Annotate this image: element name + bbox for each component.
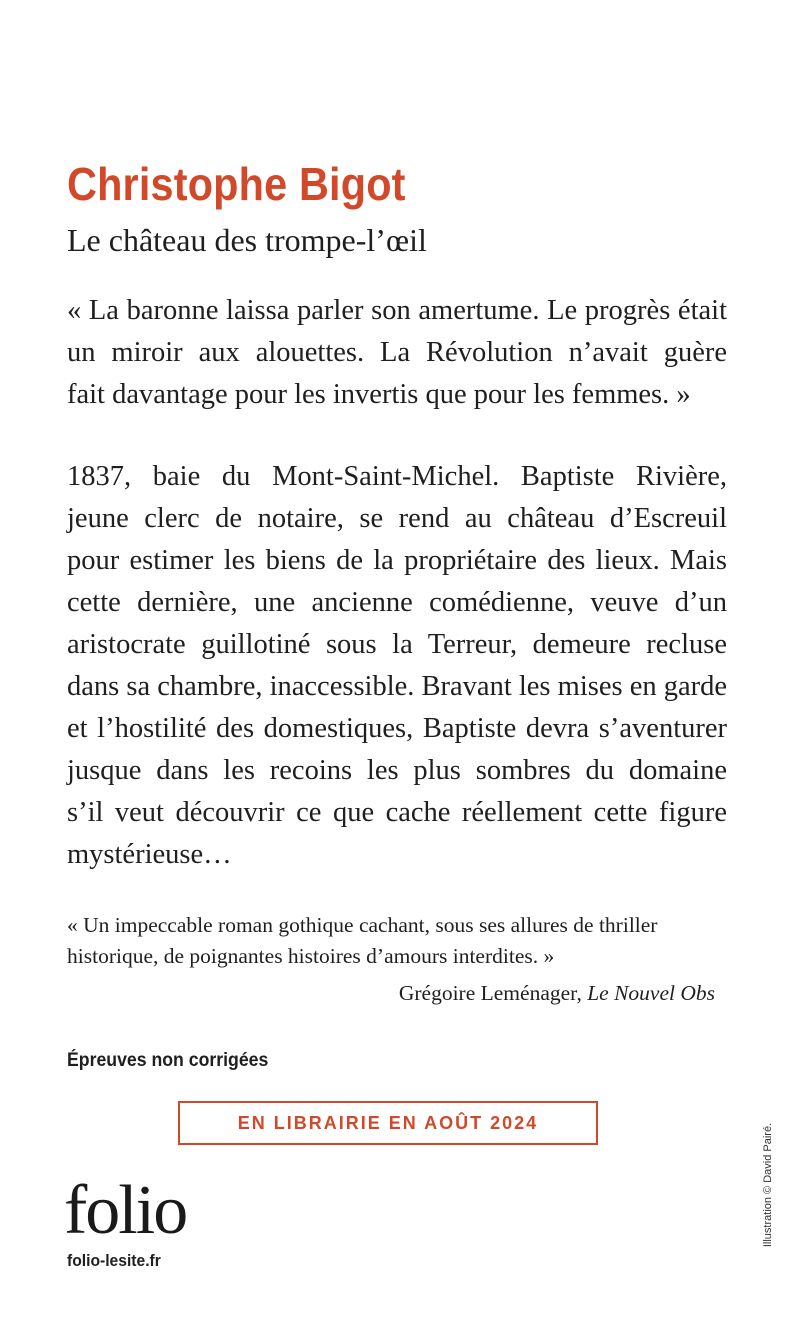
review-line: historique, de poignantes histoires d’amours interdites. » (67, 944, 555, 968)
summary-line: cette dernière, une ancienne comédienne, veuve d’un (67, 587, 727, 618)
proof-notice: Épreuves non corrigées (67, 1050, 269, 1071)
publication-name: Le Nouvel Obs (587, 981, 715, 1005)
opening-quote-line: « La baronne laissa parler son amertume. Le progrès était (67, 295, 727, 326)
book-title: Le château des trompe-l’œil (67, 222, 427, 258)
critic-name: Grégoire Leménager, (398, 981, 588, 1005)
opening-quote (67, 290, 727, 416)
book-summary (67, 456, 727, 876)
summary-line: et l’hostilité des domestiques, Baptiste devra s’aventurer (67, 713, 727, 744)
review-attribution (399, 978, 715, 1009)
summary-line: pour estimer les biens de la propriétaire des lieux. Mais (67, 545, 727, 576)
summary-line: dans sa chambre, inaccessible. Bravant les mises en garde (67, 671, 728, 702)
opening-quote-line: fait davantage pour les invertis que pour les femmes. » (67, 379, 691, 410)
author-name: Christophe Bigot (67, 158, 406, 210)
summary-line: jusque dans les recoins les plus sombres du domaine (67, 755, 727, 786)
summary-line: aristocrate guillotiné sous la Terreur, demeure recluse (67, 629, 727, 660)
release-notice: EN LIBRAIRIE EN AOÛT 2024 (237, 1112, 539, 1133)
illustration-credit: Illustration © David Pairé. (762, 1122, 774, 1248)
review-line: « Un impeccable roman gothique cachant, sous ses allures de thriller (67, 913, 658, 937)
summary-line: jeune clerc de notaire, se rend au château d’Escreuil (67, 503, 727, 534)
summary-line: mystérieuse… (67, 839, 232, 870)
publisher-logo: folio (64, 1172, 187, 1249)
summary-line: s’il veut découvrir ce que cache réellement cette figure (67, 797, 727, 828)
opening-quote-line: un miroir aux alouettes. La Révolution n’avait guère (67, 337, 727, 368)
publisher-website: folio-lesite.fr (67, 1251, 161, 1270)
release-banner (178, 1101, 598, 1145)
summary-line: 1837, baie du Mont-Saint-Michel. Baptiste Rivière, (67, 461, 727, 492)
press-review (67, 910, 727, 972)
